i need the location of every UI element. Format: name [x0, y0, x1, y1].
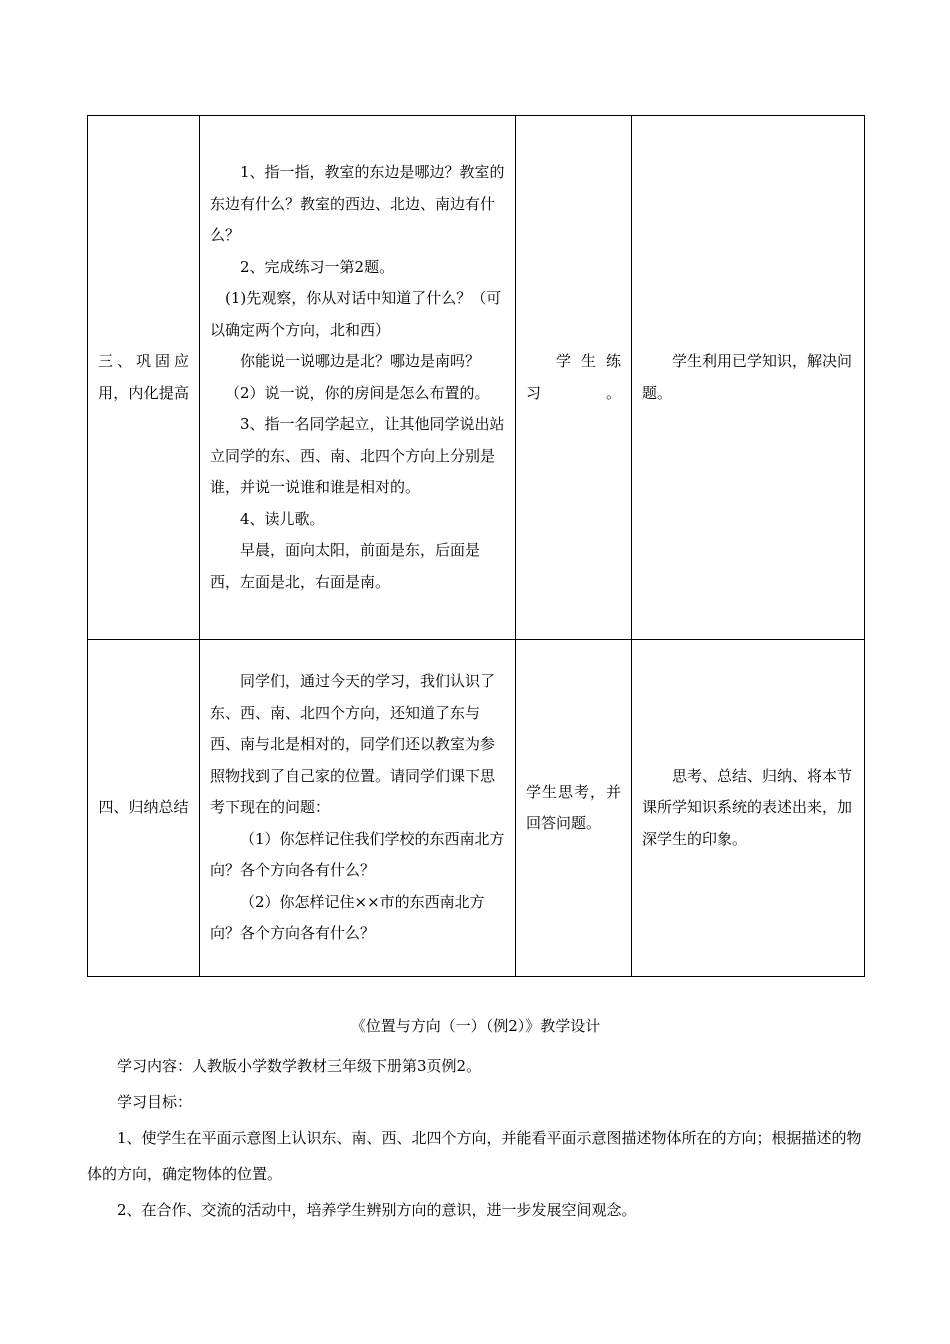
- teacher-activity-cell: [200, 116, 516, 640]
- stage-cell: 三、巩固应用，内化提高: [88, 116, 200, 640]
- content-paragraph: （1）你怎样记住我们学校的东西南北方向？各个方向各有什么？: [210, 829, 505, 880]
- body-paragraph: 2、在合作、交流的活动中，培养学生辨别方向的意识，进一步发展空间观念。: [117, 1201, 637, 1219]
- content-paragraph: 4、读儿歌。: [240, 509, 325, 528]
- document-body: [87, 1048, 864, 1228]
- lesson-plan-table: [87, 115, 865, 977]
- document-title: 《位置与方向（一）（例2）》教学设计: [350, 1017, 601, 1035]
- design-intent-text: 学生利用已学知识，解决问题。: [642, 352, 853, 402]
- body-paragraph: 学习目标：: [117, 1093, 193, 1111]
- stage-cell: 四、归纳总结: [88, 640, 200, 977]
- content-paragraph: 同学们，通过今天的学习，我们认识了东、西、南、北四个方向，还知道了东与西、南与北是相对的，同学们还以教室为参照物找到了自己家的位置。请同学们课下思考下现在的问题：: [210, 672, 496, 817]
- body-paragraph: 学习内容：人教版小学数学教材三年级下册第3页例2。: [117, 1057, 482, 1075]
- student-activity-cell: [516, 116, 632, 640]
- teacher-activity-cell: [200, 640, 516, 977]
- body-paragraph: 1、使学生在平面示意图上认识东、南、西、北四个方向，并能看平面示意图描述物体所在的方向；根据描述的物体的方向，确定物体的位置。: [87, 1129, 862, 1183]
- design-intent-text: 思考、总结、归纳、将本节课所学知识系统的表述出来，加深学生的印象。: [642, 766, 853, 848]
- table-row: [88, 116, 865, 640]
- content-paragraph: (1)先观察，你从对话中知道了什么？（可以确定两个方向，北和西）: [210, 289, 502, 339]
- design-intent-cell: [632, 116, 865, 640]
- table-row: [88, 640, 865, 977]
- content-paragraph: （2）说一说，你的房间是怎么布置的。: [225, 383, 490, 402]
- design-intent-cell: [632, 640, 865, 977]
- content-paragraph: （2）你怎样记住××市的东西南北方向？各个方向各有什么？: [210, 892, 485, 943]
- content-paragraph: 你能说一说哪边是北？哪边是南吗？: [240, 352, 481, 370]
- student-activity-text: 学生练习。: [526, 352, 621, 402]
- content-paragraph: 1、指一指，教室的东边是哪边？教室的东边有什么？教室的西边、北边、南边有什么？: [210, 163, 505, 244]
- content-paragraph: 2、完成练习一第2题。: [240, 257, 395, 276]
- content-paragraph: 早晨，面向太阳，前面是东，后面是西，左面是北，右面是南。: [210, 541, 481, 591]
- content-paragraph: 3、指一名同学起立，让其他同学说出站立同学的东、西、南、北四个方向上分别是谁，并说一说谁和谁是相对的。: [210, 415, 505, 496]
- student-activity-text: 学生思考，并回答问题。: [526, 782, 621, 832]
- student-activity-cell: [516, 640, 632, 977]
